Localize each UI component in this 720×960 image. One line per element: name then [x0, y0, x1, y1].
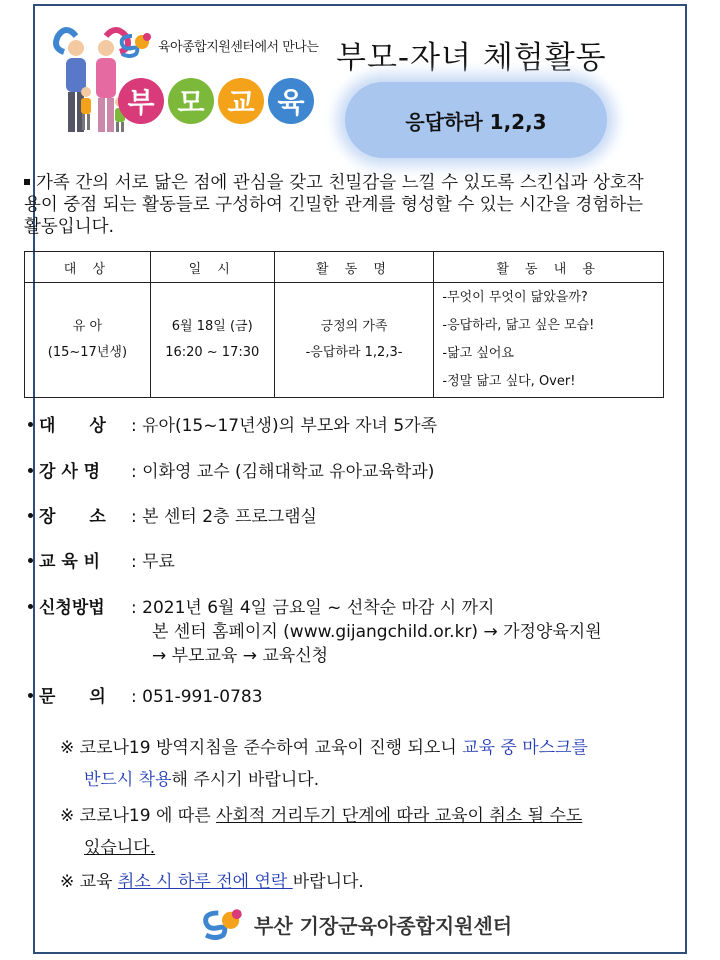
info-place — [24, 505, 664, 529]
program-name-badge: 응답하라 1,2,3 — [345, 82, 607, 158]
note3-highlight: 취소 시 하루 전에 연락 — [117, 872, 293, 892]
header-activity-name: 활 동 명 — [274, 252, 434, 283]
bullet-icon — [28, 422, 33, 427]
note3-end: 바랍니다. — [292, 872, 364, 892]
note2-text: ※ 코로나19 에 따른 — [60, 806, 217, 826]
fee-label: 교 육 비 — [39, 552, 101, 572]
note-mask — [60, 732, 670, 796]
bullet-icon — [24, 179, 30, 185]
bullet-icon — [28, 558, 33, 563]
info-contact — [24, 685, 664, 709]
contact-label: 문 의 — [39, 687, 106, 707]
note1-end: 해 주시기 바랍니다. — [171, 770, 320, 790]
lecturer-value: : 이화영 교수 (김해대학교 유아교육학과) — [131, 462, 435, 482]
note1-highlight2: 반드시 착용 — [84, 770, 172, 790]
table-header-row — [25, 252, 664, 283]
target-line1: 유 아 — [72, 319, 103, 334]
date-line2: 16:20 ~ 17:30 — [165, 345, 260, 360]
cell-datetime — [150, 283, 274, 398]
header-activity-content: 활 동 내 용 — [434, 252, 664, 283]
lecturer-label: 강 사 명 — [39, 462, 101, 482]
name-line1: 긍정의 가족 — [320, 319, 388, 334]
parent-education-badges — [118, 78, 314, 124]
target-value: : 유아(15~17년생)의 부모와 자녀 5가족 — [131, 416, 437, 436]
apply-line2: 본 센터 홈페이지 (www.gijangchild.or.kr) → 가정양육지원 — [152, 622, 602, 642]
fee-value: : 무료 — [131, 552, 175, 572]
info-lecturer — [24, 460, 664, 484]
note2-underlined: 사회적 거리두기 단계에 따라 교육이 취소 될 수도 — [216, 806, 583, 826]
cell-activities — [434, 283, 664, 398]
bullet-icon — [28, 513, 33, 518]
apply-value: : 2021년 6월 4일 금요일 ~ 선착순 마감 시 까지 — [131, 598, 495, 618]
footer-org — [200, 908, 512, 940]
table-row — [25, 283, 664, 398]
name-line2: -응답하라 1,2,3- — [305, 345, 403, 360]
contact-value: : 051-991-0783 — [131, 687, 263, 707]
center-logo-icon — [118, 32, 152, 58]
header-datetime: 일 시 — [150, 252, 274, 283]
header-target: 대 상 — [25, 252, 151, 283]
apply-line3: → 부모교육 → 교육신청 — [152, 646, 329, 666]
schedule-table — [24, 251, 664, 398]
info-fee — [24, 550, 664, 574]
info-target — [24, 414, 664, 438]
note-distancing — [60, 800, 670, 864]
activity-item: -응답하라, 닮고 싶은 모습! — [442, 318, 595, 333]
note1-text: ※ 코로나19 방역지침을 준수하여 교육이 진행 되오니 — [60, 738, 463, 758]
cell-activity-name — [274, 283, 434, 398]
note3-text: ※ 교육 — [60, 872, 118, 892]
note-cancel — [60, 866, 670, 898]
note2-end: 있습니다. — [84, 838, 156, 858]
intro-text: 가족 간의 서로 닮은 점에 관심을 갖고 친밀감을 느낄 수 있도록 스킨십과 상호작용이 중점 되는 활동들로 구성하여 긴밀한 관계를 형성할 수 있는 시간을 경험하는 활동입니다. — [24, 173, 644, 237]
activity-item: -닮고 싶어요 — [442, 346, 514, 361]
target-label: 대 상 — [39, 416, 106, 436]
bullet-icon — [28, 693, 33, 698]
place-value: : 본 센터 2층 프로그램실 — [131, 507, 317, 527]
note1-highlight: 교육 중 마스크를 — [462, 738, 588, 758]
badge-2: 모 — [168, 78, 214, 124]
badge-3: 교 — [218, 78, 264, 124]
bullet-icon — [28, 604, 33, 609]
apply-label: 신청방법 — [39, 598, 105, 618]
badge-1: 부 — [118, 78, 164, 124]
info-apply — [24, 596, 664, 668]
badge-4: 육 — [268, 78, 314, 124]
center-logo-icon — [200, 908, 244, 940]
activity-item: -정말 닮고 싶다, Over! — [442, 374, 576, 389]
date-line1: 6월 18일 (금) — [171, 319, 253, 334]
activity-item: -무엇이 무엇이 닮았을까? — [442, 290, 588, 305]
page-title: 부모-자녀 체험활동 — [336, 40, 607, 76]
intro-paragraph — [24, 172, 659, 238]
cell-target — [25, 283, 151, 398]
target-line2: (15~17년생) — [47, 345, 128, 360]
center-logo-tagline: 육아종합지원센터에서 만나는 — [158, 39, 319, 55]
footer-org-name: 부산 기장군육아종합지원센터 — [254, 913, 513, 938]
place-label: 장 소 — [39, 507, 106, 527]
center-logo-row — [118, 32, 318, 58]
bullet-icon — [28, 468, 33, 473]
